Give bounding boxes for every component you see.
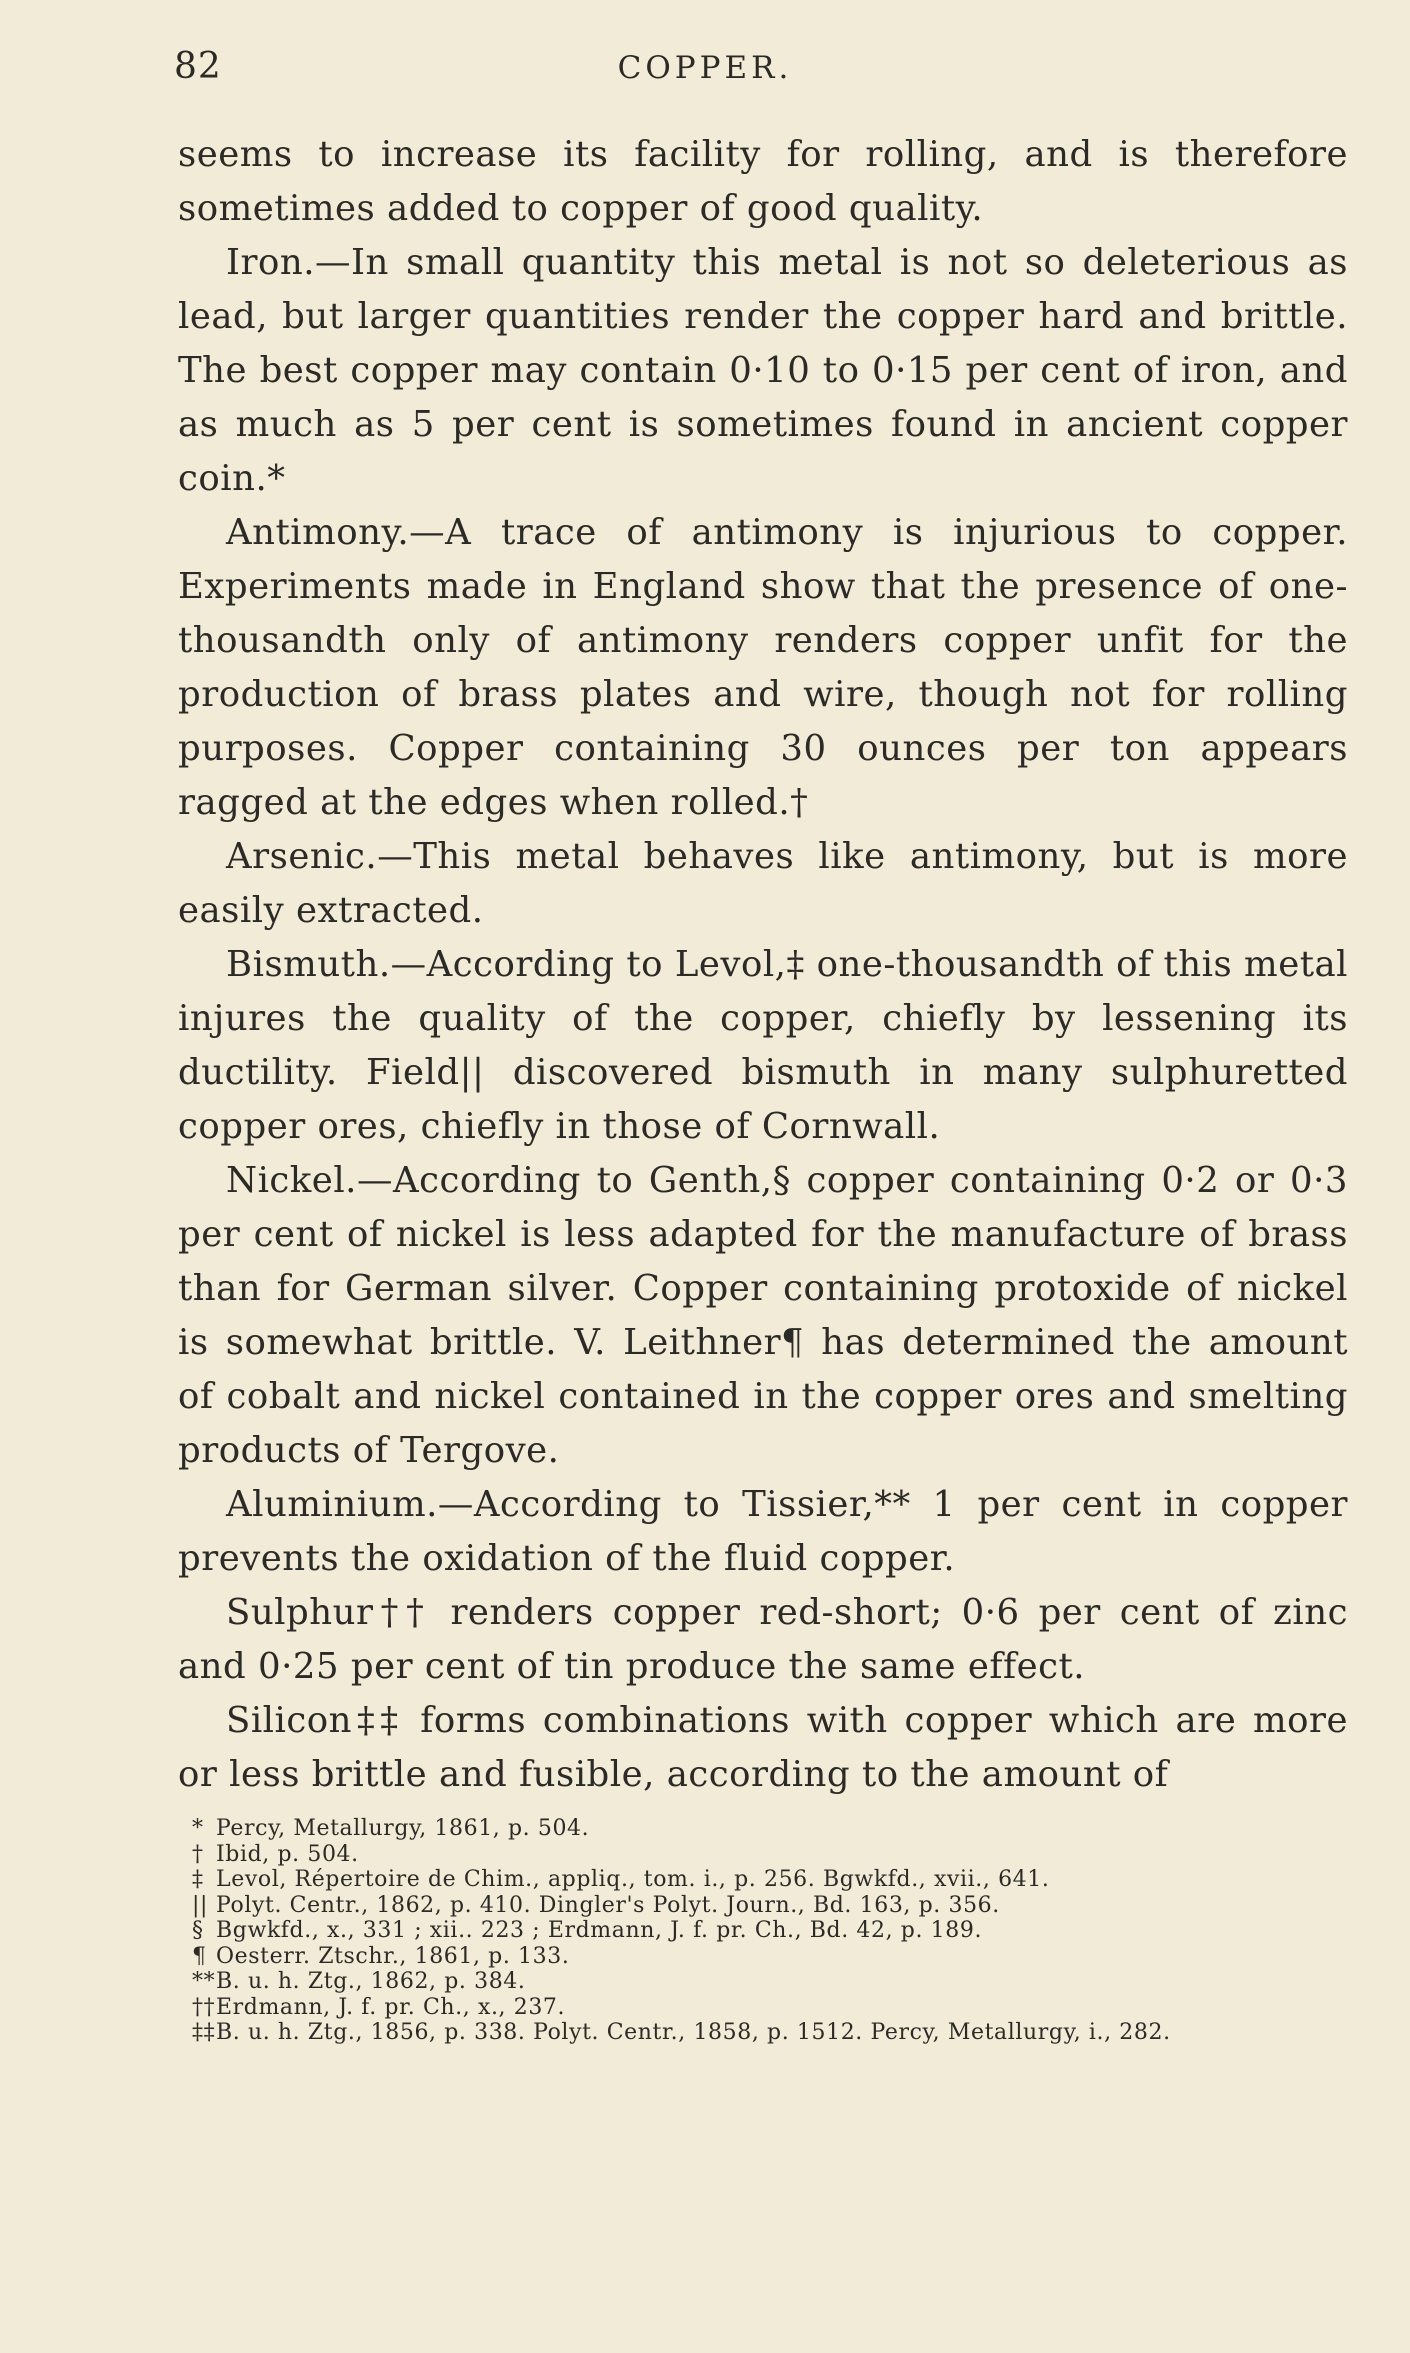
footnote: ††Erdmann, J. f. pr. Ch., x., 237. [192, 1994, 566, 2020]
paragraph-heading: Sulphur†† [226, 1592, 432, 1633]
paragraph-antimony: Antimony.—A trace of antimony is injurious to copper. Experiments made in England show that the presence of one-thousandth only of antimony renders copper unfit for the production of brass plates and wire, though not for rolling purposes. Copper containing 30 ounces per ton appears ragged at the edges when rolled.† [178, 512, 1348, 823]
footnote: **B. u. h. Ztg., 1862, p. 384. [192, 1969, 526, 1994]
paragraph-heading: Aluminium. [226, 1484, 438, 1525]
footnote-mark: ¶ [192, 1943, 207, 1969]
footnote-mark: § [192, 1918, 204, 1943]
footnote: § Bgwkfd., x., 331 ; xii.. 223 ; Erdmann, J. f. pr. Ch., Bd. 42, p. 189. [192, 1918, 983, 1943]
page-number: 82 [174, 46, 222, 87]
paragraph-heading: Antimony. [226, 512, 410, 553]
paragraph-sulphur: Sulphur†† renders copper red-short; 0·6 per cent of zinc and 0·25 per cent of tin produce the same effect. [178, 1592, 1348, 1687]
paragraph-heading: Nickel. [226, 1160, 357, 1201]
page-title: COPPER. [617, 50, 793, 86]
footnote-mark: ‡‡ [192, 2020, 216, 2045]
paragraph-bismuth: Bismuth.—According to Levol,‡ one-thousandth of this metal injures the quality of the copper, chiefly by lessening its ductility. Field|| discovered bismuth in many sulphuretted copper ores, chiefly in those of Cornwall. [178, 944, 1348, 1147]
paragraph-heading: Iron. [226, 242, 316, 283]
footnote: ‡‡B. u. h. Ztg., 1856, p. 338. Polyt. Centr., 1858, p. 1512. Percy, Metallurgy, i., 282. [192, 2020, 1171, 2045]
running-head [0, 46, 1410, 96]
footnote-mark: †† [192, 1994, 216, 2020]
paragraph-arsenic: Arsenic.—This metal behaves like antimony, but is more easily extracted. [178, 836, 1348, 931]
paragraph: seems to increase its facility for rolling, and is therefore sometimes added to copper of good quality. [178, 134, 1348, 229]
footnote: * Percy, Metallurgy, 1861, p. 504. [192, 1816, 590, 1841]
footnote-mark: † [192, 1841, 204, 1867]
footnote: ¶ Oesterr. Ztschr., 1861, p. 133. [192, 1943, 570, 1969]
paragraph-aluminium: Aluminium.—According to Tissier,** 1 per cent in copper prevents the oxidation of the fluid copper. [178, 1484, 1348, 1579]
paragraph-heading: Arsenic. [226, 836, 378, 877]
footnote: † Ibid, p. 504. [192, 1841, 359, 1867]
paragraph-nickel: Nickel.—According to Genth,§ copper containing 0·2 or 0·3 per cent of nickel is less adapted for the manufacture of brass than for German silver. Copper containing protoxide of nickel is somewhat brittle. V. Leithner¶ has determined the amount of cobalt and nickel contained in the copper ores and smelting products of Tergove. [178, 1160, 1348, 1471]
paragraph-silicon: Silicon‡‡ forms combinations with copper which are more or less brittle and fusible, according to the amount of [178, 1700, 1349, 1795]
paragraph-iron: Iron.—In small quantity this metal is not so deleterious as lead, but larger quantities render the copper hard and brittle. The best copper may contain 0·10 to 0·15 per cent of iron, and as much as 5 per cent is sometimes found in ancient copper coin.* [178, 242, 1348, 499]
footnote-mark: * [192, 1816, 204, 1841]
footnote-mark: ‡ [192, 1867, 204, 1892]
footnote: || Polyt. Centr., 1862, p. 410. Dingler's Polyt. Journ., Bd. 163, p. 356. [192, 1892, 1000, 1918]
footnote: ‡ Levol, Répertoire de Chim., appliq., tom. i., p. 256. Bgwkfd., xvii., 641. [192, 1867, 1050, 1892]
paragraph-heading: Silicon‡‡ [226, 1700, 404, 1741]
footnote-mark: ** [192, 1969, 216, 1994]
body-text [178, 128, 1348, 1802]
paragraph-heading: Bismuth. [226, 944, 391, 985]
footnotes [192, 1816, 1348, 2046]
footnote-mark: || [192, 1892, 209, 1918]
